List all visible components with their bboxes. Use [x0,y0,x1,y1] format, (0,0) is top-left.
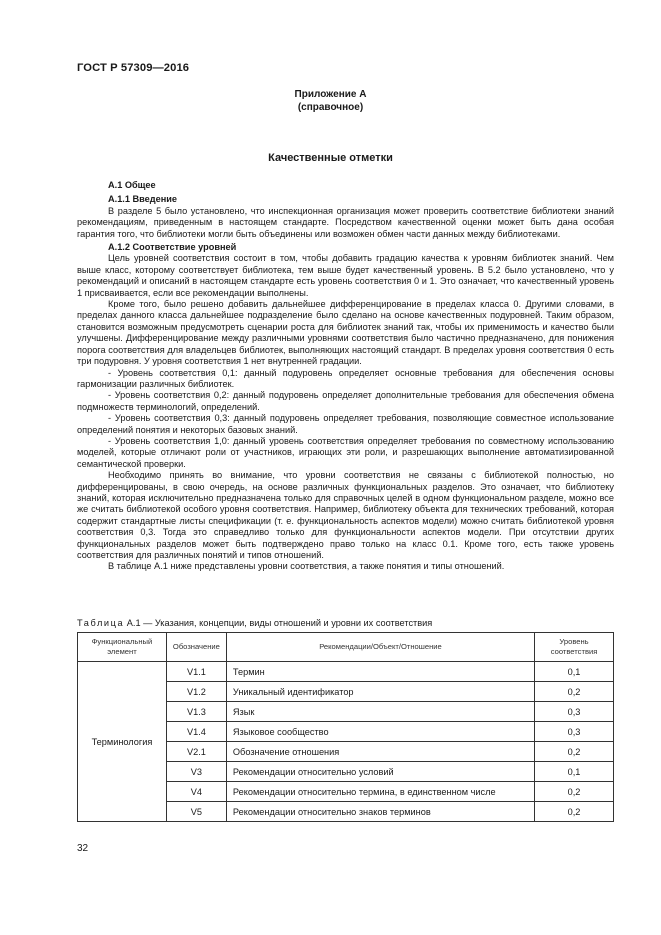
level-cell: 0,2 [535,742,614,762]
level-cell: 0,2 [535,682,614,702]
paragraph-differentiation: Кроме того, было решено добавить дальнейшее дифференцирование в пределах класса 0. Другими словами, в пределах данного класса дальнейшее подразделение было сделано на основе качественных подуровней. Таким образом, становится возможным предусмотреть сценарии роста для библиотек знаний так, чтобы их применимость и качество были улучшены. Дифференцирование между различными уровнями соответствия было частично предназначено, для понижения порога соответствия для владельцев библиотек, выполняющих настоящий стандарт. В пределах уровня соответствия 0 есть три подуровня. У уровня соответствия 1 нет внутренней градации. [77,299,614,367]
level-cell: 0,2 [535,802,614,822]
section-title: Качественные отметки [268,152,393,164]
level-cell: 0,2 [535,782,614,802]
document-body [77,180,614,573]
functional-element-cell: Терминология [78,662,167,822]
designation-cell: V1.2 [166,682,226,702]
heading-a1: А.1 Общее [108,180,156,190]
standard-header: ГОСТ Р 57309—2016 [77,62,190,74]
table-caption-prefix: Таблица [77,618,125,628]
table-row [78,662,614,682]
header-functional-element: Функциональный элемент [78,633,167,662]
designation-cell: V3 [166,762,226,782]
level-cell: 0,3 [535,702,614,722]
designation-cell: V5 [166,802,226,822]
heading-a1-1: А.1.1 Введение [108,194,178,205]
designation-cell: V1.1 [166,662,226,682]
level-cell: 0,1 [535,762,614,782]
page-number: 32 [77,843,89,854]
recommendation-cell: Термин [226,662,534,682]
paragraph-intro: В разделе 5 было установлено, что инспекционная организация может проверить соответствие библиотеки знаний рекомендациям, приведенным в настоящем стандарте. Посредством качественной оценки может быть дана особая гарантия того, что библиотеки могли быть объединены или возможен обмен части данных между библиотеками. [77,205,614,239]
list-item-level-0-3: - Уровень соответствия 0,3: данный подуровень определяет требования, позволяющие совместное использование определений понятия и некоторых базовых знаний. [77,413,614,435]
level-cell: 0,3 [535,722,614,742]
table-header-row [78,633,614,662]
annex-title: Приложение А [294,89,367,100]
header-designation: Обозначение [166,633,226,662]
recommendation-cell: Уникальный идентификатор [226,682,534,702]
recommendation-cell: Язык [226,702,534,722]
list-item-level-0-2: - Уровень соответствия 0,2: данный подуровень определяет дополнительные требования для обеспечения обмена подмножеств терминологий, определений. [77,390,614,412]
recommendation-cell: Рекомендации относительно термина, в единственном числе [226,782,534,802]
annex-subtitle: (справочное) [297,102,364,113]
paragraph-levels-goal: Цель уровней соответствия состоит в том, чтобы добавить градацию качества к уровням библиотек знаний. Чем выше класс, которому соответствует библиотека, тем выше будет качественный уровень. В 5.2 было установлено, что у рекомендаций и описаний в настоящем стандарте есть уровень соответствия 0 и 1. Это означает, что качественный уровень 1 присваивается, если все рекомендации выполнены. [77,253,614,298]
designation-cell: V2.1 [166,742,226,762]
conformance-table [77,632,614,822]
designation-cell: V1.3 [166,702,226,722]
heading-a1-2: А.1.2 Соответствие уровней [108,242,237,253]
list-item-level-0-1: - Уровень соответствия 0,1: данный подуровень определяет основные требования для обеспечения основы гармонизации различных библиотек. [77,367,614,389]
paragraph-table-reference: В таблице А.1 ниже представлены уровни соответствия, а также понятия и типы отношений. [108,561,505,572]
header-recommendation: Рекомендации/Объект/Отношение [226,633,534,662]
level-cell: 0,1 [535,662,614,682]
paragraph-functional-sections: Необходимо принять во внимание, что уровни соответствия не связаны с библиотекой полностью, но дифференцированы, в свою очередь, на основе различных функциональных разделов. Это означает, что библиотеку знаний, которая исключительно предназначена только для справочных целей в одном функциональном разделе, можно все же считать библиотекой особого уровня соответствия. Например, библиотеку объекта для технических требований, которая содержит стандартные листы спецификации (т. е. функциональность аспектов модели) можно считать библиотекой уровня соответствия 0,3. Тогда это справедливо только для функциональности аспектов модели. При отсутствии других функциональных разделов может быть подтверждено право только на класс 0.1. Кроме того, есть также уровень соответствия для различных понятий и типов отношений. [77,470,614,560]
list-item-level-1-0: - Уровень соответствия 1,0: данный уровень соответствия определяет требования по совместному использованию моделей, которые отличают роли от участников, играющих эти роли, и разрешающих выполнение автоматизированной семантической проверки. [77,435,614,469]
designation-cell: V1.4 [166,722,226,742]
header-conformance-level: Уровень соответствия [535,633,614,662]
table-caption [77,618,614,629]
table-caption-text: А.1 — Указания, концепции, виды отношений и уровни их соответствия [126,618,433,628]
recommendation-cell: Рекомендации относительно условий [226,762,534,782]
recommendation-cell: Рекомендации относительно знаков терминов [226,802,534,822]
designation-cell: V4 [166,782,226,802]
recommendation-cell: Языковое сообщество [226,722,534,742]
recommendation-cell: Обозначение отношения [226,742,534,762]
